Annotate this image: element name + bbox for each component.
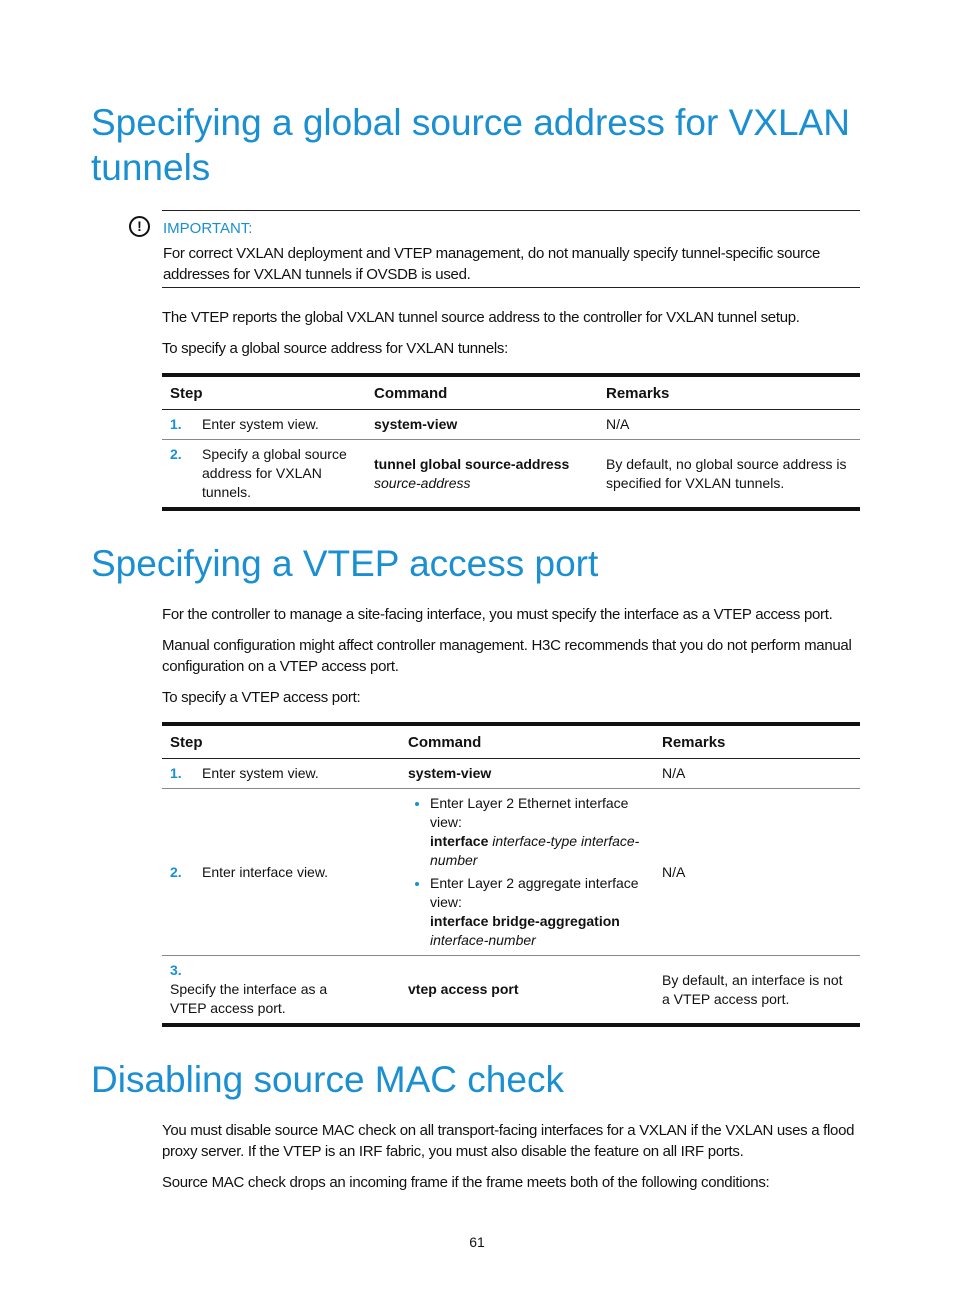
divider <box>162 287 860 288</box>
step-number: 1. <box>170 416 182 432</box>
remarks: By default, no global source address is specified for VXLAN tunnels. <box>598 440 860 510</box>
important-note <box>137 210 860 288</box>
command: tunnel global source-address <box>374 455 570 472</box>
table-row <box>162 410 860 440</box>
bullet-text: Enter Layer 2 Ethernet interface view: <box>430 795 629 830</box>
step-text: Specify a global source address for VXLAN tunnels. <box>202 446 347 500</box>
bullet-item <box>430 874 646 950</box>
bullet-text: Enter Layer 2 aggregate interface view: <box>430 875 639 910</box>
important-icon: ! <box>129 216 150 237</box>
column-header: Remarks <box>598 375 860 410</box>
step-number: 2. <box>170 446 182 462</box>
paragraph: You must disable source MAC check on all transport-facing interfaces for a VXLAN if the VXLAN uses a flood proxy server. If the VTEP is an IRF fabric, you must also disable the feature on all IRF ports. <box>162 1122 855 1160</box>
paragraph: The VTEP reports the global VXLAN tunnel source address to the controller for VXLAN tunnel setup. <box>162 309 800 326</box>
command-table <box>162 722 860 1027</box>
step-number: 1. <box>170 765 182 781</box>
column-header: Command <box>366 375 598 410</box>
command: vtep access port <box>408 981 519 997</box>
step-number: 2. <box>170 863 182 880</box>
command-arg: source-address <box>374 474 471 491</box>
table-row <box>162 789 860 956</box>
important-text: For correct VXLAN deployment and VTEP management, do not manually specify tunnel-specific source addresses for VXLAN tunnels if OVSDB is used. <box>163 245 821 283</box>
command: interface bridge-aggregation <box>430 913 620 929</box>
command: system-view <box>374 416 458 432</box>
command-arg: interface-number <box>430 932 536 948</box>
paragraph: Manual configuration might affect controller management. H3C recommends that you do not perform manual configuration on a VTEP access port. <box>162 637 852 675</box>
page-number: 61 <box>469 1234 485 1250</box>
step-text: Enter system view. <box>202 416 319 432</box>
table-row <box>162 440 860 510</box>
column-header: Command <box>400 724 654 759</box>
command: system-view <box>408 765 492 781</box>
step-text: Specify the interface as a VTEP access port. <box>170 981 328 1016</box>
step-text: Enter interface view. <box>202 863 329 880</box>
remarks: N/A <box>606 416 630 432</box>
remarks: N/A <box>662 765 686 781</box>
command: interface <box>430 833 489 849</box>
column-header: Remarks <box>654 724 860 759</box>
section-heading: Specifying a global source address for VXLAN tunnels <box>91 102 850 188</box>
column-header: Step <box>162 724 400 759</box>
command-arg: interface-type interface-number <box>430 833 640 868</box>
table-row <box>162 956 860 1026</box>
step-text: Enter system view. <box>202 765 319 781</box>
command-table <box>162 373 860 511</box>
section-heading: Specifying a VTEP access port <box>91 543 599 584</box>
remarks: By default, an interface is not a VTEP access port. <box>654 956 860 1026</box>
bullet-item <box>430 794 646 870</box>
paragraph: For the controller to manage a site-facing interface, you must specify the interface as a VTEP access port. <box>162 606 833 623</box>
section-heading: Disabling source MAC check <box>91 1059 564 1100</box>
table-row <box>162 759 860 789</box>
paragraph: To specify a global source address for VXLAN tunnels: <box>162 340 508 357</box>
paragraph: Source MAC check drops an incoming frame if the frame meets both of the following conditions: <box>162 1174 770 1191</box>
remarks: N/A <box>654 789 860 956</box>
important-label: IMPORTANT: <box>163 220 253 237</box>
step-number: 3. <box>170 962 182 978</box>
column-header: Step <box>162 375 366 410</box>
paragraph: To specify a VTEP access port: <box>162 689 361 706</box>
